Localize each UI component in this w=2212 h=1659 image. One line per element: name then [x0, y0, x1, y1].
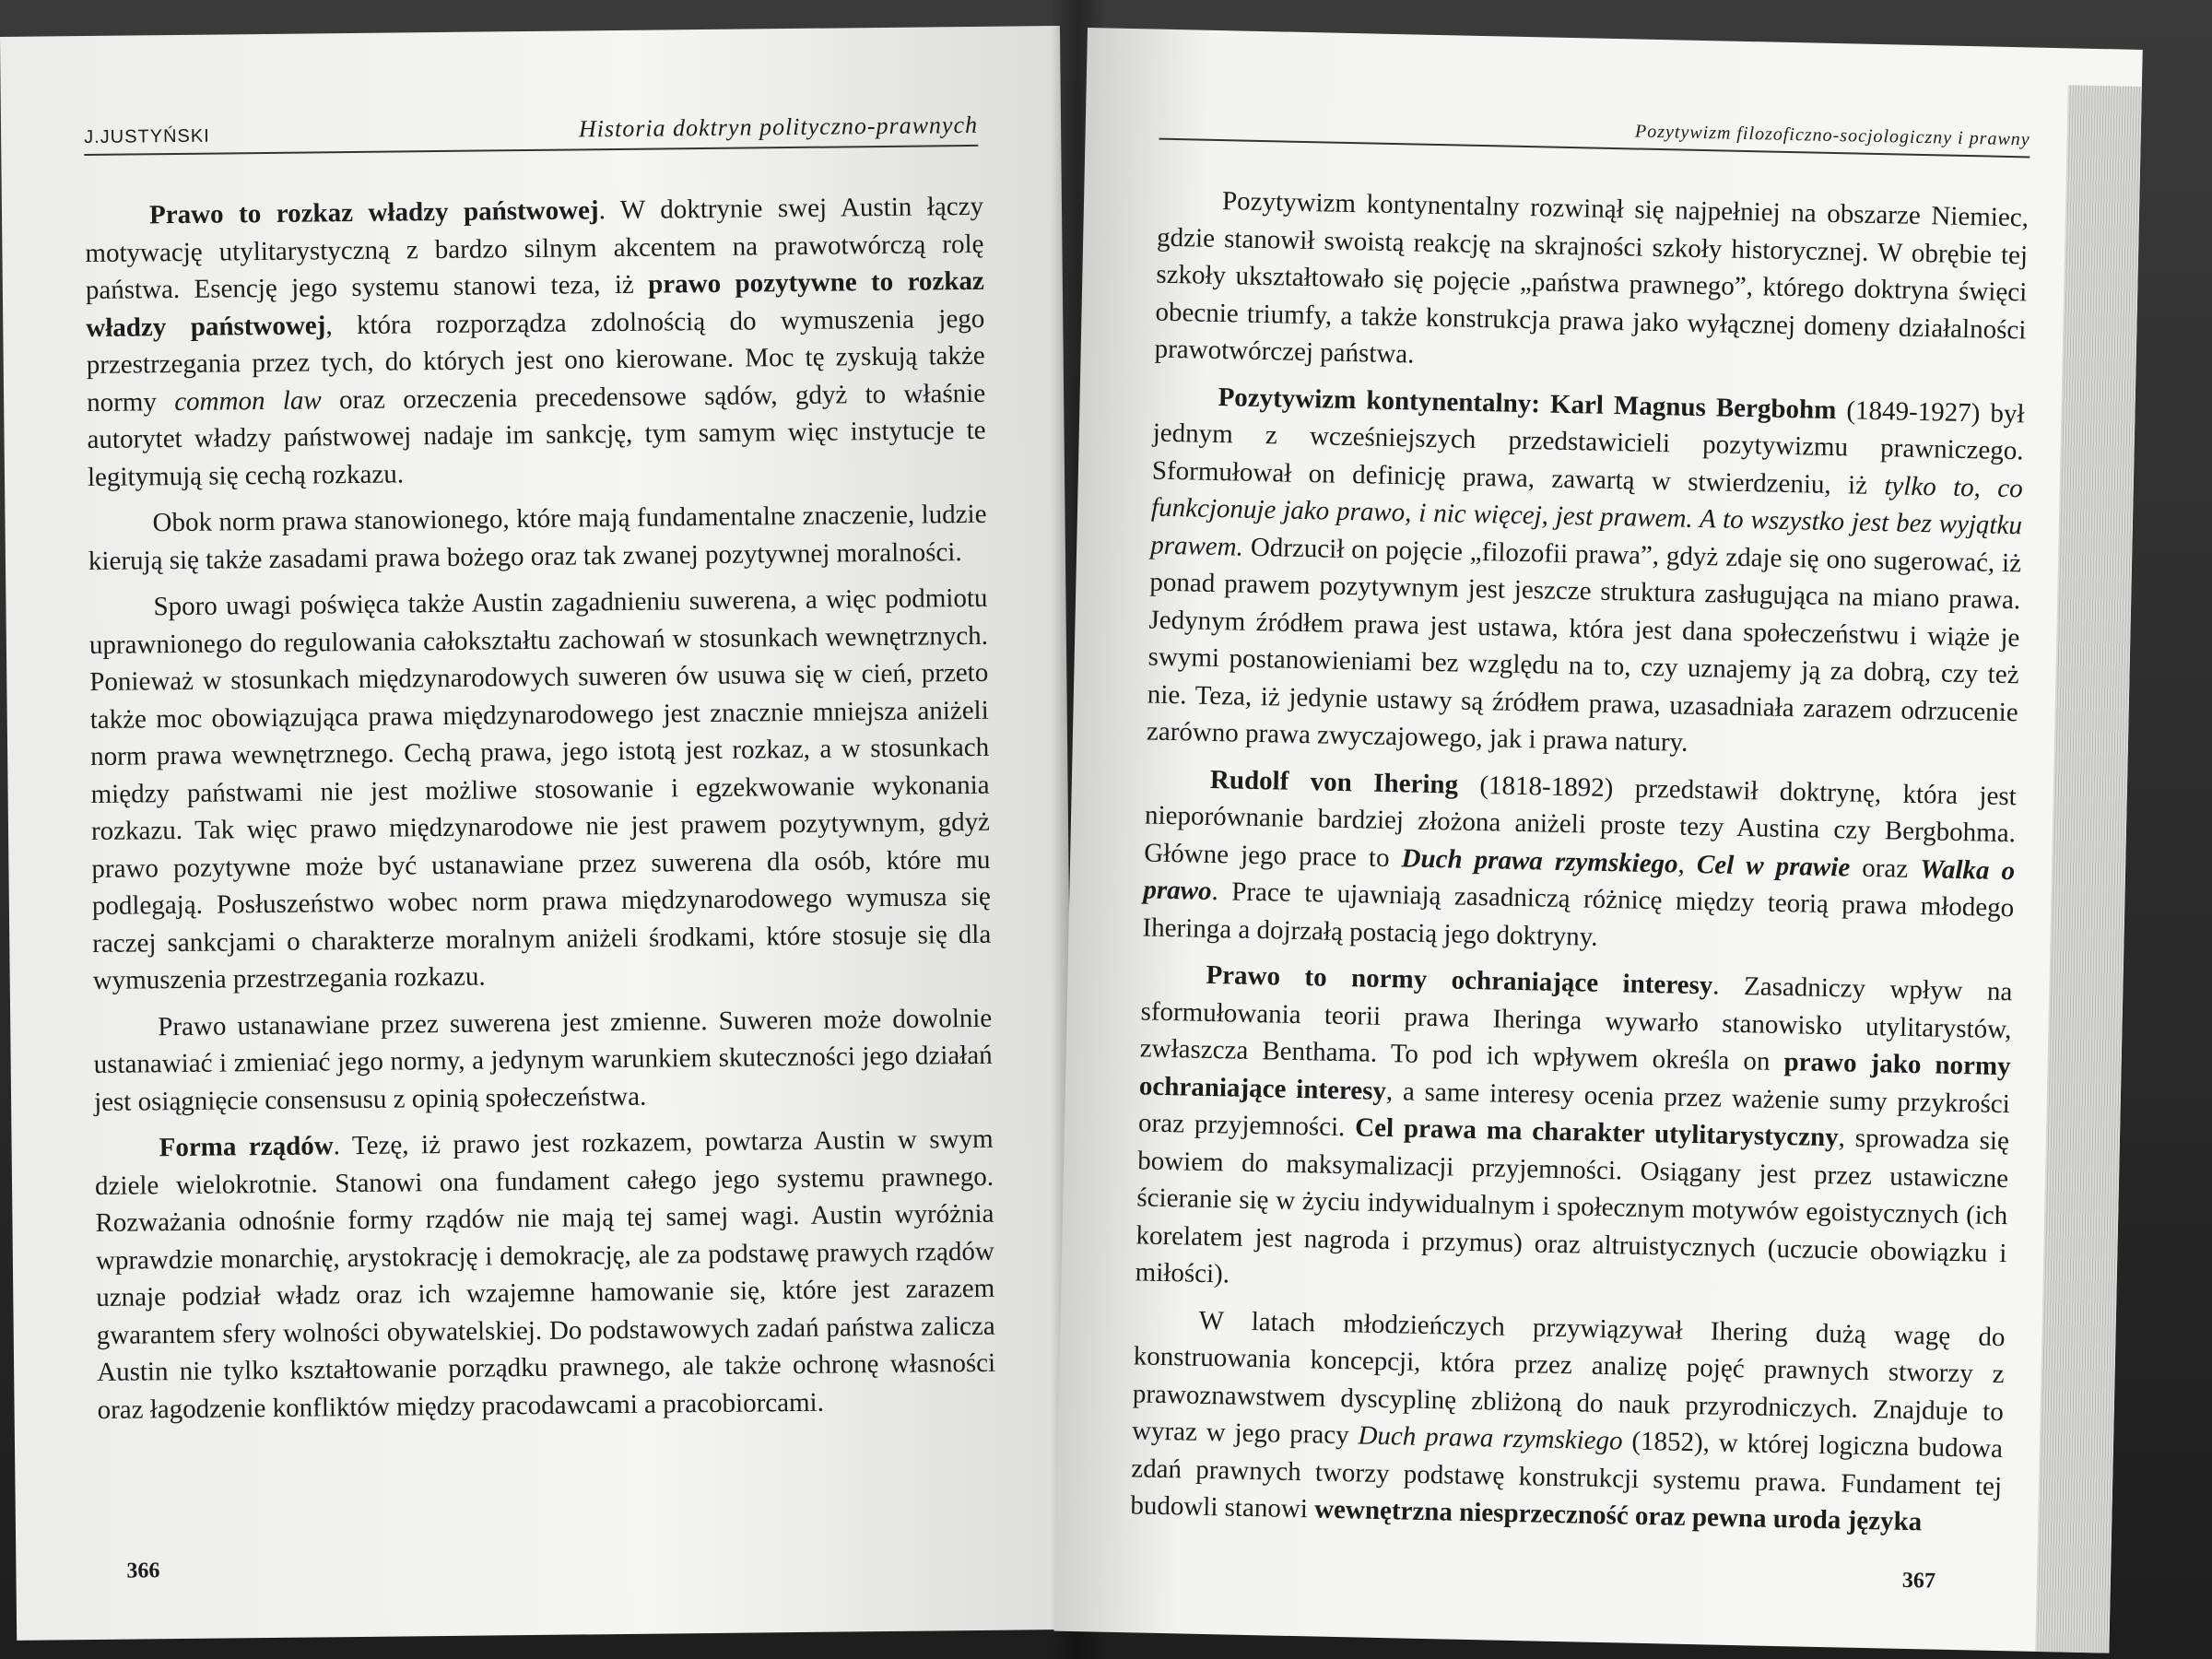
text-run: , która rozporządza zdolnością do wymuszenia jego przestrzegania przez tych, do których jest ono kierowane. Moc tę zyskują także normy — [86, 303, 985, 418]
text-run: Forma rządów — [159, 1131, 334, 1163]
text-run: prawo jako normy ochraniające interesy — [1138, 1047, 2011, 1106]
text-run: (1852), w której logiczna budowa zdań prawnych tworzy podstawę konstrukcji systemu prawa. Fundament tej budowli stanowi — [1130, 1426, 2004, 1524]
text-run: . Zasadniczy wpływ na sformułowania teorii prawa Iheringa wywarło stanowisko utylitarystów, zwłaszcza Benthama. To pod ich wpływem określa on — [1139, 971, 2013, 1077]
text-run: Pozytywizm kontynentalny rozwinął się najpełniej na obszarze Niemiec, gdzie stanowił swoistą reakcję na skrajności szkoły historycznej. W obrębie tej szkoły ukształtowało się pojęcie „państwa prawnego”, którego doktryna święci obecnie triumfy, a także konstrukcja prawa jako wyłącznej domeny działalności prawotwórczej państwa. — [1154, 186, 2030, 370]
text-run: Sporo uwagi poświęca także Austin zagadnieniu suwerena, a więc podmiotu uprawnionego do regulowania całokształtu zachowań w stosunkach wewnętrznych. Ponieważ w stosunkach międzynarodowych suweren ów usuwa się w cień, przeto także moc obowiązująca prawa międzynarodowego jest znacznie mniejsza aniżeli norm prawa wewnętrznego. Cechą prawa, jego istotą jest rozkaz, a w stosunkach między państwami nie jest możliwe stosowanie i egzekwowanie wykonania rozkazu. Tak więc prawo międzynarodowe nie jest prawem pozytywnym, gdyż prawo pozytywne może być ustanawiane przez suwerena dla osób, które mu podlegają. Posłuszeństwo wobec norm prawa międzynarodowego wymusza się raczej sankcjami o charakterze moralnym aniżeli środkami, które stosuje się dla wymuszenia przestrzegania rozkazu. — [88, 582, 992, 996]
text-run: . Tezę, iż prawo jest rozkazem, powtarza Austin w swym dziele wielokrotnie. Stanowi ona fundament całego jego systemu prawnego. Rozważania odnośnie formy rządów nie mają tej samej wagi. Austin wyróżnia wprawdzie monarchię, arystokrację i demokrację, ale za podstawę prawych rządów uznaje podział władz oraz ich wzajemne hamowanie się, które jest zarazem gwarantem sfery wolności obywatelskiej. Do podstawowych zadań państwa zalicza Austin nie tylko kształtowanie porządku prawnego, ale także ochronę własności oraz łagodzenie konfliktów między pracodawcami a pracobiorcami. — [94, 1124, 996, 1425]
text-run: (1818-1892) przedstawił doktrynę, która jest nieporównanie bardziej złożona aniżeli proste tezy Austina czy Bergbohma. Główne jego prace to — [1143, 770, 2018, 873]
text-run: (1849-1927) był jednym z wcześniejszych przedstawicieli pozytywizmu prawniczego. Sformułował on definicję prawa, zawartą w stwierdzeniu, iż — [1151, 394, 2025, 500]
page-number-right: 367 — [1901, 1568, 1936, 1594]
paragraph — [85, 188, 986, 496]
text-run: prawo pozytywne to rozkaz władzy państwowej — [86, 265, 984, 343]
text-run: wewnętrzna niesprzeczność oraz pewna uroda języka — [1313, 1494, 1923, 1537]
right-page-body — [1130, 182, 2030, 1552]
paragraph — [88, 580, 992, 1000]
text-run: Rudolf von Ihering — [1209, 764, 1459, 800]
paragraph — [1135, 955, 2012, 1309]
left-page-body — [85, 188, 996, 1438]
paragraph — [94, 1121, 995, 1429]
text-run: . Prace te ujawniają zasadniczą różnicę między teorią prawa młodego Iheringa a dojrzałą postacią jego doktryny. — [1142, 877, 2015, 952]
text-run: Cel w prawie — [1696, 849, 1851, 883]
paragraph — [1142, 759, 2017, 964]
paragraph — [1154, 182, 2029, 386]
text-run: Obok norm prawa stanowionego, które mają fundamentalne znaczenie, ludzie kierują się także zasadami prawa bożego oraz tak zwanej pozytywnej moralności. — [88, 499, 987, 576]
text-run: Pozytywizm kontynentalny: Karl Magnus Bergbohm — [1218, 382, 1837, 425]
text-run: , sprowadza się bowiem do maksymalizacji przyjemności. Osiągany jest przez ustawiczne ścieranie się w życiu indywidualnym i społecznym motywów egoistycznych (ich korelatem jest nagroda i przymus) oraz altruistycznych (uczucie obowiązku i miłości). — [1135, 1123, 2010, 1289]
author-name: J.JUSTYŃSKI — [84, 125, 210, 148]
text-run: Prawo ustanawiane przez suwerena jest zmienne. Suweren może dowolnie ustanawiać i zmieniać jego normy, a jedynym warunkiem skuteczności jego działań jest osiągnięcie consensusu z opinią społeczeństwa. — [93, 1003, 993, 1117]
text-run: Duch prawa rzymskiego — [1358, 1420, 1623, 1456]
text-run: Prawo to rozkaz władzy państwowej — [148, 195, 599, 230]
text-run: oraz orzeczenia precedensowe sądów, gdyż to właśnie autorytet władzy państwowej nadaje im sankcję, tym samym więc instytucje te legitymują się cechą rozkazu. — [87, 378, 986, 492]
text-run: Odrzucił on pojęcie „filozofii prawa”, gdyż zdaje się ono sugerować, iż ponad prawem pozytywnym jest jeszcze struktura zasługująca na miano prawa. Jedynym źródłem prawa jest ustawa, która jest dana społeczeństwu i wiąże je swymi postanowieniami bez względu na to, czy uznajemy ją za dobrą, czy też nie. Teza, iż jedynie ustawy są źródłem prawa, uzasadniała zarazem odrzucenie zarówno prawa zwyczajowego, jak i prawa natury. — [1146, 532, 2022, 758]
text-run: Walka o prawo — [1143, 853, 2016, 907]
running-title-right: Pozytywizm filozoficzno-socjologiczny i prawny — [1634, 121, 2030, 150]
text-run: oraz — [1849, 853, 1921, 884]
left-page-header — [84, 91, 979, 156]
paragraph — [88, 496, 987, 580]
text-run: Cel prawa ma charakter utylitarystyczny — [1354, 1112, 1840, 1153]
text-run: . W doktrynie swej Austin łączy motywację utylitarystyczną z bardzo silnym akcentem na prawotwórczą rolę państwa. Esencję jego systemu stanowi teza, iż — [85, 191, 984, 306]
text-run: , — [1677, 849, 1698, 879]
paragraph — [1130, 1300, 2006, 1543]
text-run: tylko to, co funkcjonuje jako prawo, i nic więcej, jest prawem. A to wszystko jest bez wyjątku prawem. — [1149, 470, 2024, 562]
paragraph — [1147, 377, 2025, 769]
left-page — [0, 26, 1077, 1641]
right-page-header — [1159, 85, 2030, 159]
page-number-left: 366 — [126, 1559, 160, 1583]
text-run: W latach młodzieńczych przywiązywał Ihering dużą wagę do konstruowania koncepcji, która przez analizę pojęć prawnych stworzy z prawoznawstwem dyscyplinę zbliżoną do nauk przyrodniczych. Znajduje to wyraz w jego pracy — [1131, 1305, 2006, 1451]
paragraph — [93, 999, 993, 1121]
right-page — [1054, 28, 2143, 1653]
text-run: , a same interesy ocenia przez ważenie sumy przykrości oraz przyjemności. — [1137, 1076, 2011, 1143]
text-run: Prawo to normy ochraniające interesy — [1206, 959, 1713, 1001]
text-run: Duch prawa rzymskiego — [1401, 842, 1678, 879]
text-run: common law — [174, 384, 322, 417]
running-title-left: Historia doktryn polityczno-prawnych — [578, 111, 979, 143]
